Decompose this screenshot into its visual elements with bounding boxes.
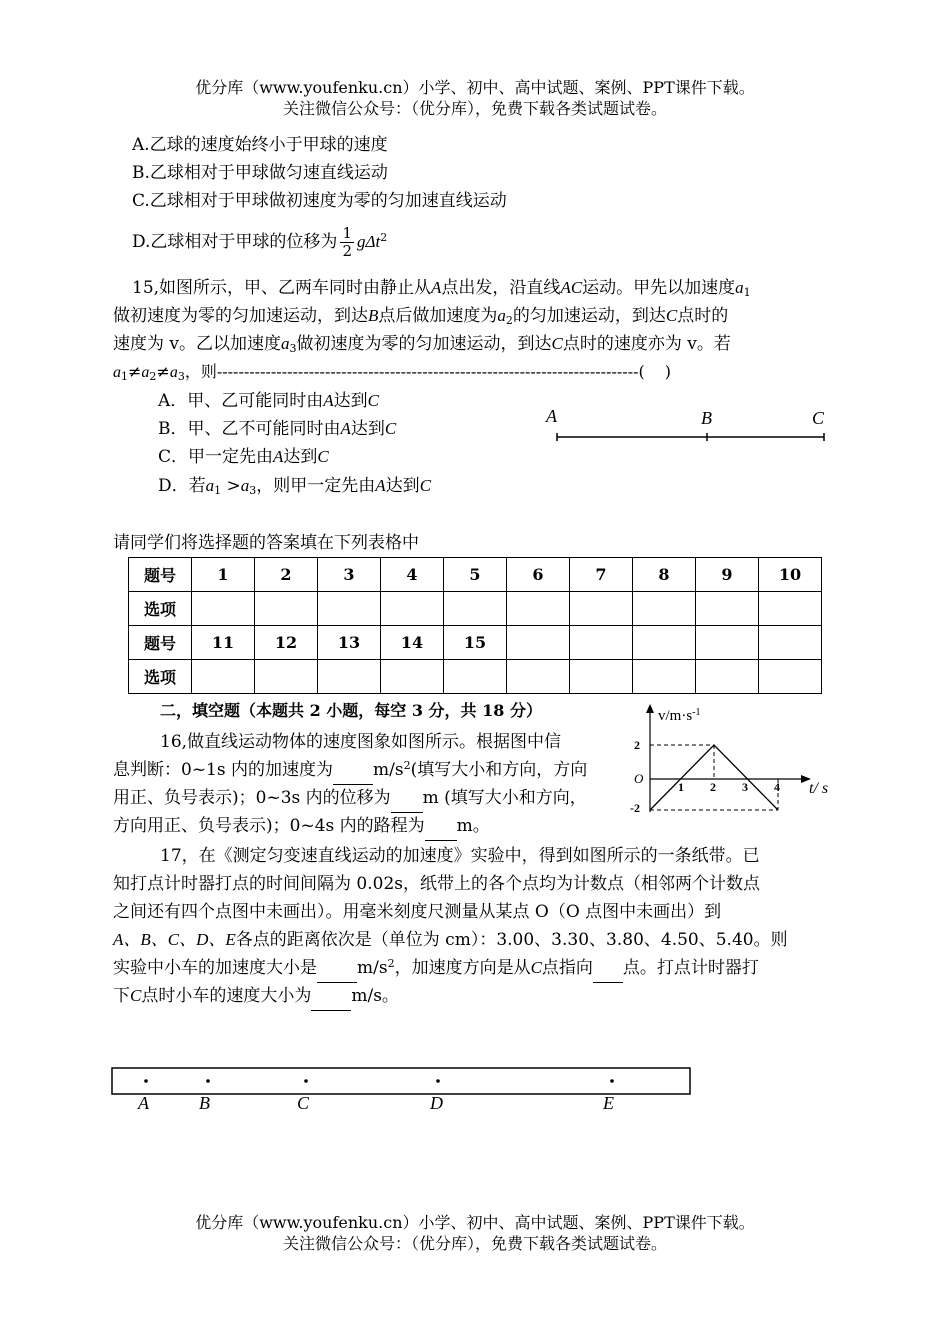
table-cell-label: 题号 — [129, 558, 192, 592]
answer-cell[interactable] — [696, 660, 759, 694]
answer-cell[interactable] — [444, 592, 507, 626]
q16-line-3: 用正、负号表示)；0~3s 内的位移为 m (填写大小和方向， — [113, 784, 587, 813]
q17-line-5: 实验中小车的加速度大小是 $m/s^2$，加速度方向是从C点指向 点。打点计时器打 — [113, 954, 759, 983]
q16-line-2: 息判断：0~1s 内的加速度为 $m/s^2$(填写大小和方向，方向 — [113, 756, 587, 785]
table-cell: 8 — [633, 558, 696, 592]
answer-cell[interactable] — [192, 592, 255, 626]
q15-line-3: 速度为 v。乙以加速度$a_3$做初速度为零的匀加速运动，到达C点时的速度亦为 v。若 — [113, 334, 731, 355]
q16-line-4: 方向用正、负号表示)；0~4s 内的路程为 m。 — [113, 812, 490, 841]
table-cell: 15 — [444, 626, 507, 660]
q15-line-1: 15,如图所示，甲、乙两车同时由静止从A点出发，沿直线AC运动。甲先以加速度$a_1$ — [132, 278, 751, 299]
x-tick-2: 2 — [710, 780, 716, 794]
answer-table — [128, 557, 822, 694]
y-tick-2: 2 — [634, 738, 640, 752]
q17-line-4: A、B、C、D、E各点的距离依次是（单位为 cm）：3.00、3.30、3.80、4.50、5.40。则 — [113, 930, 788, 950]
answer-cell[interactable] — [633, 592, 696, 626]
tape-dot-a — [144, 1079, 148, 1083]
q17-line-1: 17，在《测定匀变速直线运动的加速度》实验中，得到如图所示的一条纸带。已 — [160, 846, 760, 866]
answer-cell[interactable] — [318, 592, 381, 626]
blank-q17-3[interactable] — [311, 982, 351, 1011]
header-line-2: 关注微信公众号：（优分库），免费下载各类试题试卷。 — [282, 99, 667, 118]
x-tick-1: 1 — [678, 780, 684, 794]
q15-line-2: 做初速度为零的匀加速运动，到达B点后做加速度为$a_2$的匀加速运动，到达C点时的 — [113, 306, 729, 327]
tape-dot-c — [304, 1079, 308, 1083]
table-cell: 11 — [192, 626, 255, 660]
table-cell — [507, 626, 570, 660]
header-line-1: 优分库（www.youfenku.cn）小学、初中、高中试题、案例、PPT课件下载。 — [195, 78, 755, 97]
y-tick-neg2: -2 — [630, 801, 640, 815]
tape-dot-e — [610, 1079, 614, 1083]
table-cell: 10 — [759, 558, 822, 592]
table-cell: 3 — [318, 558, 381, 592]
answer-table-intro: 请同学们将选择题的答案填在下列表格中 — [113, 533, 419, 553]
table-cell-label: 题号 — [129, 626, 192, 660]
table-cell — [570, 626, 633, 660]
table-row — [129, 626, 822, 660]
table-cell: 5 — [444, 558, 507, 592]
table-cell: 6 — [507, 558, 570, 592]
tape-label-e: E — [603, 1093, 614, 1113]
q17-line-2: 知打点计时器打点的时间间隔为 0.02s，纸带上的各个点均为计数点（相邻两个计数点 — [113, 874, 760, 894]
table-cell: 12 — [255, 626, 318, 660]
tape-label-c: C — [297, 1093, 310, 1113]
blank-q17-1[interactable] — [317, 954, 357, 983]
q15-option-d: D．若$a_1 >a_3$，则甲一定先由A达到C — [158, 476, 432, 497]
tape-dot-d — [436, 1079, 440, 1083]
footer-line-2: 关注微信公众号：（优分库），免费下载各类试题试卷。 — [282, 1234, 667, 1253]
table-cell — [759, 626, 822, 660]
velocity-time-graph — [625, 700, 840, 818]
answer-cell[interactable] — [318, 660, 381, 694]
answer-cell[interactable] — [759, 660, 822, 694]
blank-q17-2[interactable] — [593, 954, 623, 983]
answer-cell[interactable] — [507, 660, 570, 694]
answer-cell[interactable] — [633, 660, 696, 694]
tape-label-b: B — [199, 1093, 210, 1113]
table-cell: 7 — [570, 558, 633, 592]
table-cell: 2 — [255, 558, 318, 592]
table-row — [129, 558, 822, 592]
table-row — [129, 592, 822, 626]
answer-cell[interactable] — [444, 660, 507, 694]
q17-line-3: 之间还有四个点图中未画出）。用毫米刻度尺测量从某点 O（O 点图中未画出）到 — [113, 902, 722, 922]
fraction-one-half: $\frac{1}{2}$ — [342, 224, 352, 260]
answer-cell[interactable] — [255, 592, 318, 626]
table-cell: 4 — [381, 558, 444, 592]
segment-label-b: B — [701, 408, 712, 428]
blank-q16-3[interactable] — [425, 812, 457, 841]
q17-line-6: 下C点时小车的速度大小为 m/s。 — [113, 982, 399, 1011]
q15-option-a: A．甲、乙可能同时由A达到C — [158, 391, 380, 411]
x-tick-3: 3 — [742, 780, 748, 794]
table-cell — [633, 626, 696, 660]
y-axis-arrow — [646, 704, 654, 713]
table-cell: 13 — [318, 626, 381, 660]
q14-option-a: A.乙球的速度始终小于甲球的速度 — [132, 135, 388, 155]
table-cell-label: 选项 — [129, 592, 192, 626]
answer-cell[interactable] — [696, 592, 759, 626]
table-cell: 14 — [381, 626, 444, 660]
tape-strip — [112, 1068, 690, 1094]
footer — [0, 1212, 950, 1254]
q15-line-4: $a_1\ne a_2\ne a_3$，则------------------------------------------------------------------------------( ) — [113, 362, 671, 383]
q14-option-d: D.乙球相对于甲球的位移为 $\frac{1}{2}$ gΔt$^2$ — [132, 224, 388, 260]
q16-line-1: 16,做直线运动物体的速度图象如图所示。根据图中信 — [160, 732, 562, 752]
x-tick-4: 4 — [774, 780, 780, 794]
x-axis-label: t/ s — [809, 780, 829, 797]
tape-dot-b — [206, 1079, 210, 1083]
table-cell-label: 选项 — [129, 660, 192, 694]
q14-option-b: B.乙球相对于甲球做匀速直线运动 — [132, 163, 388, 183]
answer-cell[interactable] — [759, 592, 822, 626]
answer-cell[interactable] — [507, 592, 570, 626]
q15-option-b: B．甲、乙不可能同时由A达到C — [158, 419, 397, 439]
tape-label-a: A — [138, 1093, 149, 1113]
header — [0, 77, 950, 119]
answer-cell[interactable] — [570, 592, 633, 626]
origin-label: O — [634, 771, 644, 786]
segment-label-a: A — [546, 406, 557, 426]
segment-label-c: C — [812, 408, 825, 428]
table-cell: 9 — [696, 558, 759, 592]
blank-q16-1[interactable] — [333, 756, 373, 785]
section-title: 二，填空题（本题共 2 小题，每空 3 分，共 18 分） — [160, 701, 542, 720]
table-row — [129, 660, 822, 694]
answer-cell[interactable] — [192, 660, 255, 694]
tape-label-d: D — [430, 1093, 443, 1113]
answer-cell[interactable] — [381, 592, 444, 626]
segment-diagram — [540, 402, 840, 452]
y-axis-label: $v/m\cdot s^{-1}$ — [658, 707, 701, 724]
q14-option-c: C.乙球相对于甲球做初速度为零的匀加速直线运动 — [132, 191, 507, 211]
footer-line-1: 优分库（www.youfenku.cn）小学、初中、高中试题、案例、PPT课件下载。 — [195, 1213, 755, 1232]
table-cell: 1 — [192, 558, 255, 592]
answer-cell[interactable] — [381, 660, 444, 694]
table-cell — [696, 626, 759, 660]
answer-cell[interactable] — [255, 660, 318, 694]
answer-cell[interactable] — [570, 660, 633, 694]
q15-option-c: C．甲一定先由A达到C — [158, 447, 329, 467]
blank-q16-2[interactable] — [391, 784, 423, 813]
paper-tape — [105, 1060, 695, 1120]
